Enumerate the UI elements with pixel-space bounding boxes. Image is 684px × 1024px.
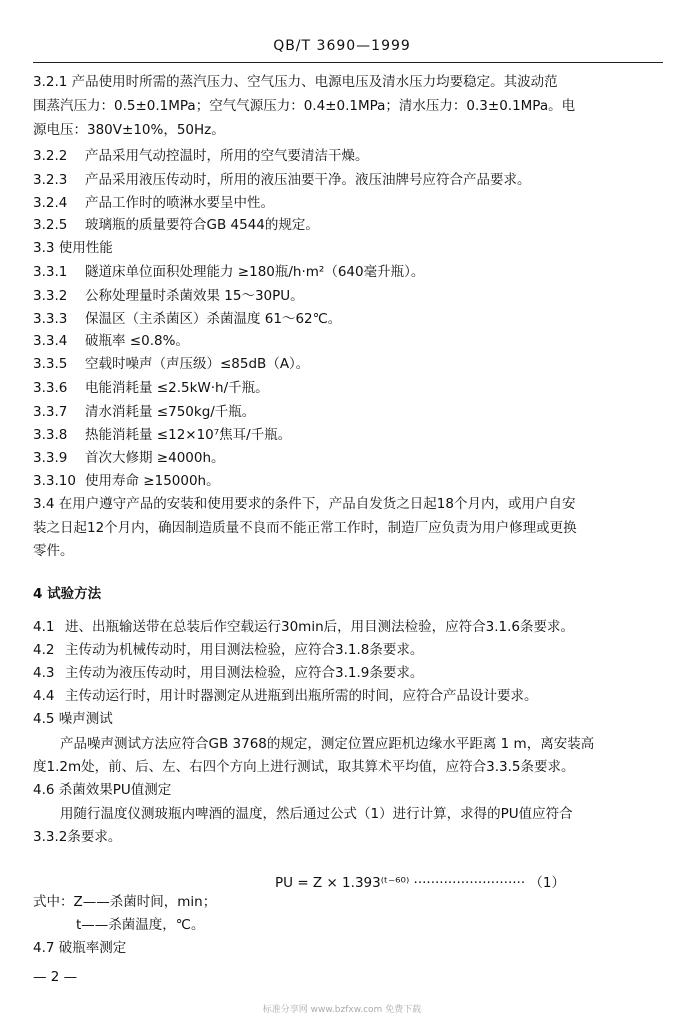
clause-3-4-line2: 装之日起12个月内，确因制造质量不良而不能正常工作时，制造厂应负责为用户修理或更换 (33, 520, 577, 536)
clause-3-2-5: 3.2.5 玻璃瓶的质量要符合GB 4544的规定。 (33, 217, 319, 233)
formula-where-line1: 式中：Z——杀菌时间，min； (33, 894, 217, 910)
clause-4-5-line2: 度1.2m处，前、后、左、右四个方向上进行测试，取其算术平均值，应符合3.3.5条要求。 (33, 759, 575, 775)
clause-3-3-5: 3.3.5 空载时噪声（声压级）≤85dB（A）。 (33, 356, 310, 372)
clause-4-6-line1: 用随行温度仪测玻瓶内啤酒的温度，然后通过公式（1）进行计算，求得的PU值应符合 (60, 806, 573, 822)
clause-4-2: 4.2 主传动为机械传动时，用目测法检验，应符合3.1.8条要求。 (33, 642, 424, 658)
clause-3-2-1-line2: 围蒸汽压力：0.5±0.1MPa；空气气源压力：0.4±0.1MPa；清水压力：0.3±0.1MPa。电 (33, 98, 576, 114)
clause-4-5-title: 4.5 噪声测试 (33, 711, 113, 727)
section-3-3-title: 3.3 使用性能 (33, 240, 113, 256)
clause-4-5-line1: 产品噪声测试方法应符合GB 3768的规定，测定位置应距机边缘水平距离 1 m，离安装高 (60, 736, 595, 752)
clause-3-3-1: 3.3.1 隧道床单位面积处理能力 ≥180瓶/h·m²（640毫升瓶）。 (33, 264, 425, 280)
clause-3-2-1-line1: 3.2.1 产品使用时所需的蒸汽压力、空气压力、电源电压及清水压力均要稳定。其波动范 (33, 74, 558, 90)
clause-3-3-6: 3.3.6 电能消耗量 ≤2.5kW·h/千瓶。 (33, 380, 269, 396)
clause-3-4-line1: 3.4 在用户遵守产品的安装和使用要求的条件下，产品自发货之日起18个月内，或用户自安 (33, 496, 576, 512)
clause-3-3-3: 3.3.3 保温区（主杀菌区）杀菌温度 61～62℃。 (33, 311, 342, 327)
clause-3-3-9: 3.3.9 首次大修期 ≥4000h。 (33, 450, 225, 466)
clause-3-3-8: 3.3.8 热能消耗量 ≤12×10⁷焦耳/千瓶。 (33, 427, 292, 443)
clause-3-3-2: 3.3.2 公称处理量时杀菌效果 15～30PU。 (33, 288, 304, 304)
clause-3-2-2: 3.2.2 产品采用气动控温时，所用的空气要清洁干燥。 (33, 148, 369, 164)
clause-4-3: 4.3 主传动为液压传动时，用目测法检验，应符合3.1.9条要求。 (33, 665, 424, 681)
clause-4-6-title: 4.6 杀菌效果PU值测定 (33, 782, 172, 798)
formula-1: PU = Z × 1.393⁽ᵗ⁻⁶⁰⁾ ·························· （1） (275, 875, 566, 891)
clause-3-4-line3: 零件。 (33, 543, 74, 559)
clause-3-3-4: 3.3.4 破瓶率 ≤0.8%。 (33, 333, 189, 349)
clause-3-2-1-line3: 源电压：380V±10%，50Hz。 (33, 122, 225, 138)
page-header: QB/T 3690—1999 (273, 38, 411, 54)
clause-4-6-line2: 3.3.2条要求。 (33, 829, 122, 845)
header-rule (33, 62, 663, 63)
footer-watermark: 标准分享网 www.bzfxw.com 免费下载 (262, 1005, 422, 1015)
clause-3-3-10: 3.3.10 使用寿命 ≥15000h。 (33, 473, 220, 489)
clause-3-2-4: 3.2.4 产品工作时的喷淋水要呈中性。 (33, 195, 274, 211)
clause-4-4: 4.4 主传动运行时，用计时器测定从进瓶到出瓶所需的时间，应符合产品设计要求。 (33, 688, 538, 704)
clause-3-2-3: 3.2.3 产品采用液压传动时，所用的液压油要干净。液压油牌号应符合产品要求。 (33, 172, 531, 188)
section-4-title: 4 试验方法 (33, 586, 102, 602)
clause-3-3-7: 3.3.7 清水消耗量 ≤750kg/千瓶。 (33, 404, 256, 420)
clause-4-1: 4.1 进、出瓶输送带在总装后作空载运行30min后，用目测法检验，应符合3.1.6条要求。 (33, 619, 574, 635)
clause-4-7-title: 4.7 破瓶率测定 (33, 940, 127, 956)
page-number: — 2 — (33, 969, 78, 985)
formula-where-line2: t——杀菌温度，℃。 (76, 917, 205, 933)
